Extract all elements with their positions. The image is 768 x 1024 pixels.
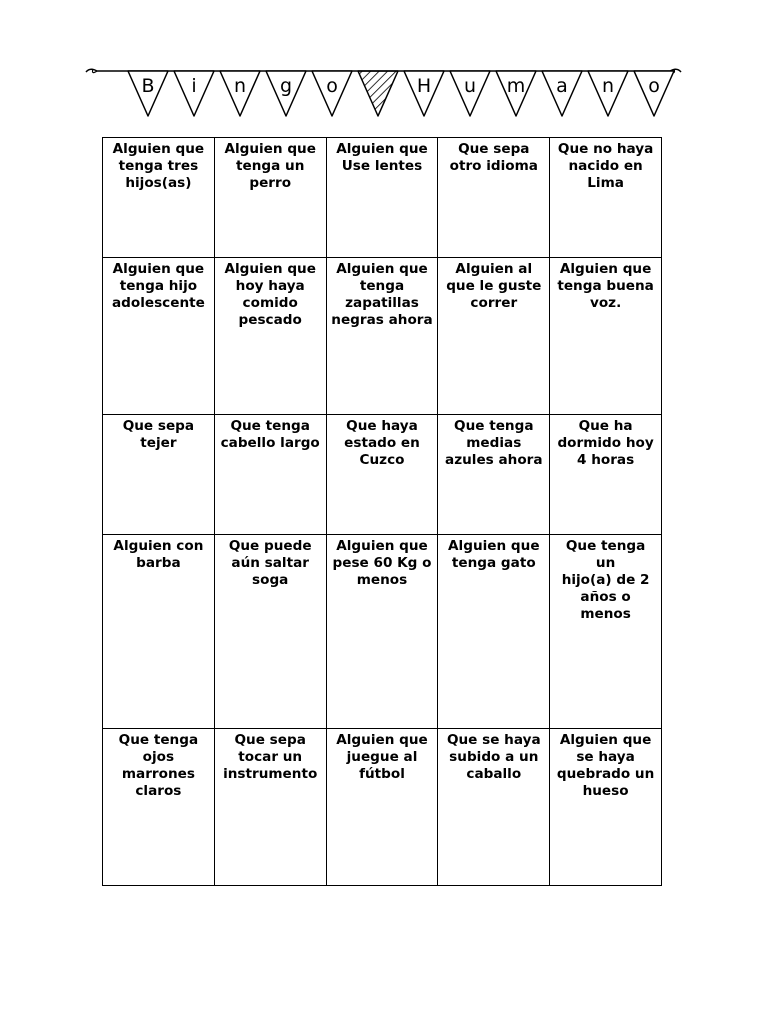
bingo-cell: Alguien que tenga tres hijos(as): [103, 138, 215, 258]
bingo-cell: Que sepa tocar un instrumento: [214, 728, 326, 885]
bingo-cell: Alguien que tenga zapatillas negras ahora: [326, 257, 438, 414]
grid-row: [103, 414, 662, 534]
bingo-cell: Que se haya subido a un caballo: [438, 728, 550, 885]
bingo-cell: Alguien que tenga gato: [438, 534, 550, 728]
bingo-cell: Que tenga cabello largo: [214, 414, 326, 534]
pennant-letter: u: [463, 75, 477, 97]
bingo-grid: [102, 137, 662, 886]
bingo-cell: Que tenga un hijo(a) de 2 años o menos: [550, 534, 662, 728]
grid-row: [103, 138, 662, 258]
bingo-cell: Que sepa otro idioma: [438, 138, 550, 258]
bingo-cell: Que sepa tejer: [103, 414, 215, 534]
bingo-cell: Alguien con barba: [103, 534, 215, 728]
bingo-cell: Que puede aún saltar soga: [214, 534, 326, 728]
bingo-cell: Que tenga medias azules ahora: [438, 414, 550, 534]
pennant-letter: i: [191, 75, 197, 97]
pennant-letter: g: [279, 75, 293, 97]
grid-row: [103, 257, 662, 414]
bingo-cell: Que tenga ojos marrones claros: [103, 728, 215, 885]
bingo-cell: Alguien al que le guste correr: [438, 257, 550, 414]
grid-row: [103, 728, 662, 885]
bingo-cell: Que ha dormido hoy 4 horas: [550, 414, 662, 534]
bingo-cell: Alguien que se haya quebrado un hueso: [550, 728, 662, 885]
bingo-cell: Alguien que pese 60 Kg o menos: [326, 534, 438, 728]
pennant-letter: n: [601, 75, 615, 97]
pennant-letter: m: [506, 75, 526, 97]
pennant-letter: a: [556, 75, 568, 97]
bingo-cell: Alguien que juegue al fútbol: [326, 728, 438, 885]
bingo-humano-banner: [0, 0, 768, 130]
bingo-cell: Que haya estado en Cuzco: [326, 414, 438, 534]
pennant-letter: o: [648, 75, 660, 97]
pennant-hatched: [358, 71, 398, 116]
bingo-cell: Que no haya nacido en Lima: [550, 138, 662, 258]
bingo-cell: Alguien que tenga un perro: [214, 138, 326, 258]
pennant-letter: o: [326, 75, 338, 97]
bingo-cell: Alguien que hoy haya comido pescado: [214, 257, 326, 414]
pennant-letter: H: [416, 75, 432, 97]
grid-row: [103, 534, 662, 728]
bingo-cell: Alguien que tenga buena voz.: [550, 257, 662, 414]
pennant-letter: n: [233, 75, 247, 97]
bingo-cell: Alguien que tenga hijo adolescente: [103, 257, 215, 414]
pennant-letter: B: [141, 75, 155, 97]
bingo-cell: Alguien que Use lentes: [326, 138, 438, 258]
